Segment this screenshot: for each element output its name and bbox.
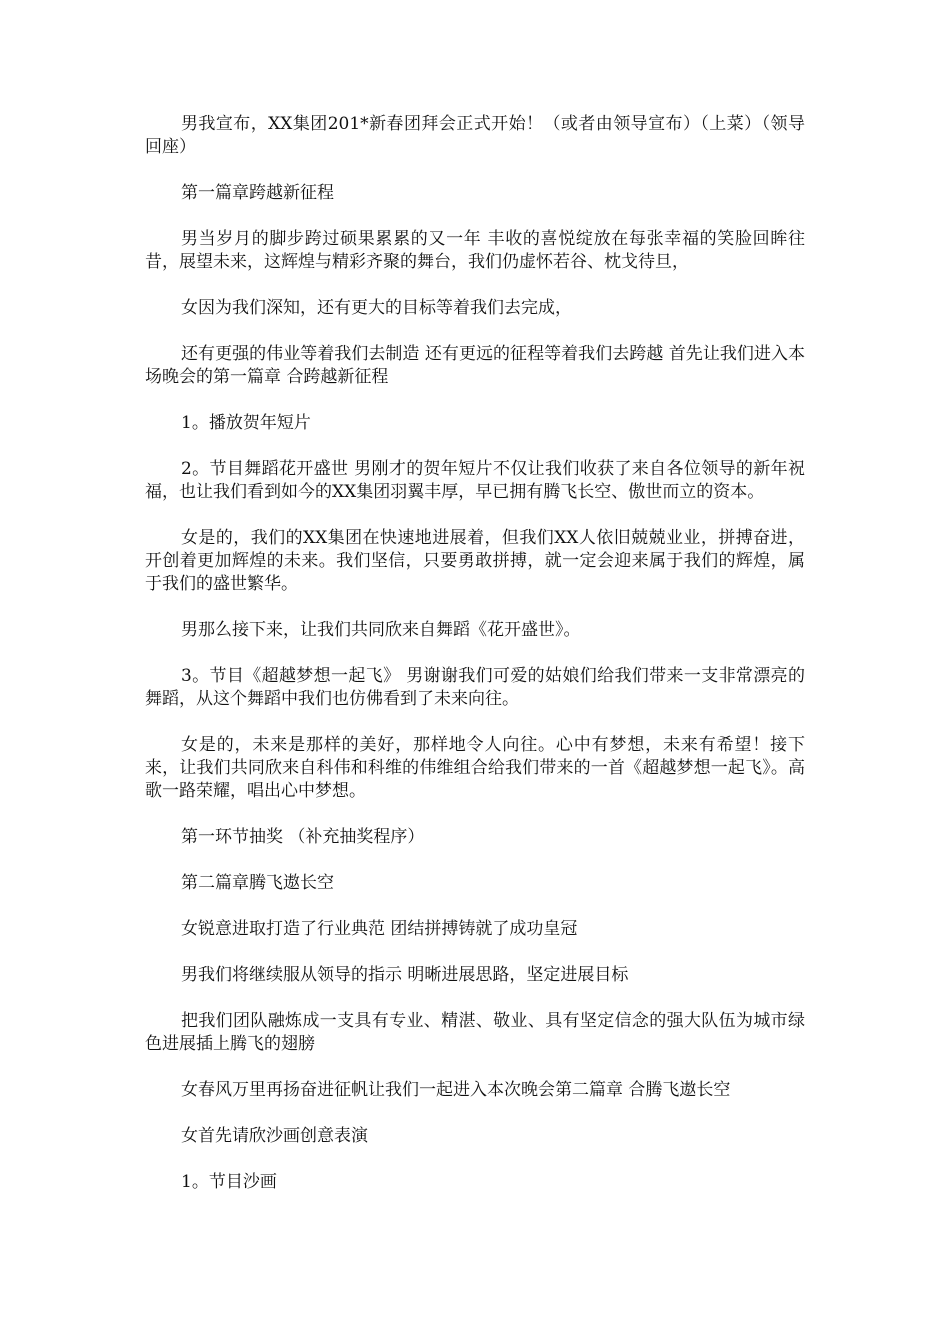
paragraph: 女是的，我们的XX集团在快速地进展着，但我们XX人依旧兢兢业业，拼搏奋进，开创着更加辉煌的未来。我们坚信，只要勇敢拼搏，就一定会迎来属于我们的辉煌，属于我们的盛世繁华。 xyxy=(145,528,805,594)
section-heading: 第二篇章腾飞遨长空 xyxy=(181,873,334,893)
paragraph: 女因为我们深知，还有更大的目标等着我们去完成， xyxy=(181,298,572,318)
section-heading: 第一篇章跨越新征程 xyxy=(181,183,334,203)
paragraph: 把我们团队融炼成一支具有专业、精湛、敬业、具有坚定信念的强大队伍为城市绿色进展插上腾飞的翅膀 xyxy=(145,1011,805,1054)
program-item: 1。节目沙画 xyxy=(181,1172,277,1192)
program-item: 3。节目《超越梦想一起飞》 男谢谢我们可爱的姑娘们给我们带来一支非常漂亮的舞蹈，从这个舞蹈中我们也仿佛看到了未来向往。 xyxy=(145,666,805,709)
paragraph: 女首先请欣沙画创意表演 xyxy=(181,1126,368,1146)
paragraph: 男我宣布，XX集团201*新春团拜会正式开始！（或者由领导宣布）（上菜）（领导回座） xyxy=(145,114,805,157)
paragraph: 女是的，未来是那样的美好，那样地令人向往。心中有梦想，未来有希望！接下来，让我们共同欣来自科伟和科维的伟维组合给我们带来的一首《超越梦想一起飞》。高歌一路荣耀，唱出心中梦想。 xyxy=(145,735,805,801)
program-item: 第一环节抽奖 （补充抽奖程序） xyxy=(181,827,425,847)
paragraph: 女春风万里再扬奋进征帆让我们一起进入本次晚会第二篇章 合腾飞遨长空 xyxy=(181,1080,731,1100)
paragraph: 男那么接下来，让我们共同欣来自舞蹈《花开盛世》。 xyxy=(181,620,581,640)
program-item: 2。节目舞蹈花开盛世 男刚才的贺年短片不仅让我们收获了来自各位领导的新年祝福，也让我们看到如今的XX集团羽翼丰厚，早已拥有腾飞长空、傲世而立的资本。 xyxy=(145,459,805,502)
program-item: 1。播放贺年短片 xyxy=(181,413,311,433)
paragraph: 男当岁月的脚步跨过硕果累累的又一年 丰收的喜悦绽放在每张幸福的笑脸回眸往昔，展望未来，这辉煌与精彩齐聚的舞台，我们仍虚怀若谷、枕戈待旦， xyxy=(145,229,805,272)
paragraph: 女锐意进取打造了行业典范 团结拼搏铸就了成功皇冠 xyxy=(181,919,578,939)
paragraph: 还有更强的伟业等着我们去制造 还有更远的征程等着我们去跨越 首先让我们进入本场晚会的第一篇章 合跨越新征程 xyxy=(145,344,805,387)
paragraph: 男我们将继续服从领导的指示 明晰进展思路，坚定进展目标 xyxy=(181,965,629,985)
document-body xyxy=(145,113,805,1217)
